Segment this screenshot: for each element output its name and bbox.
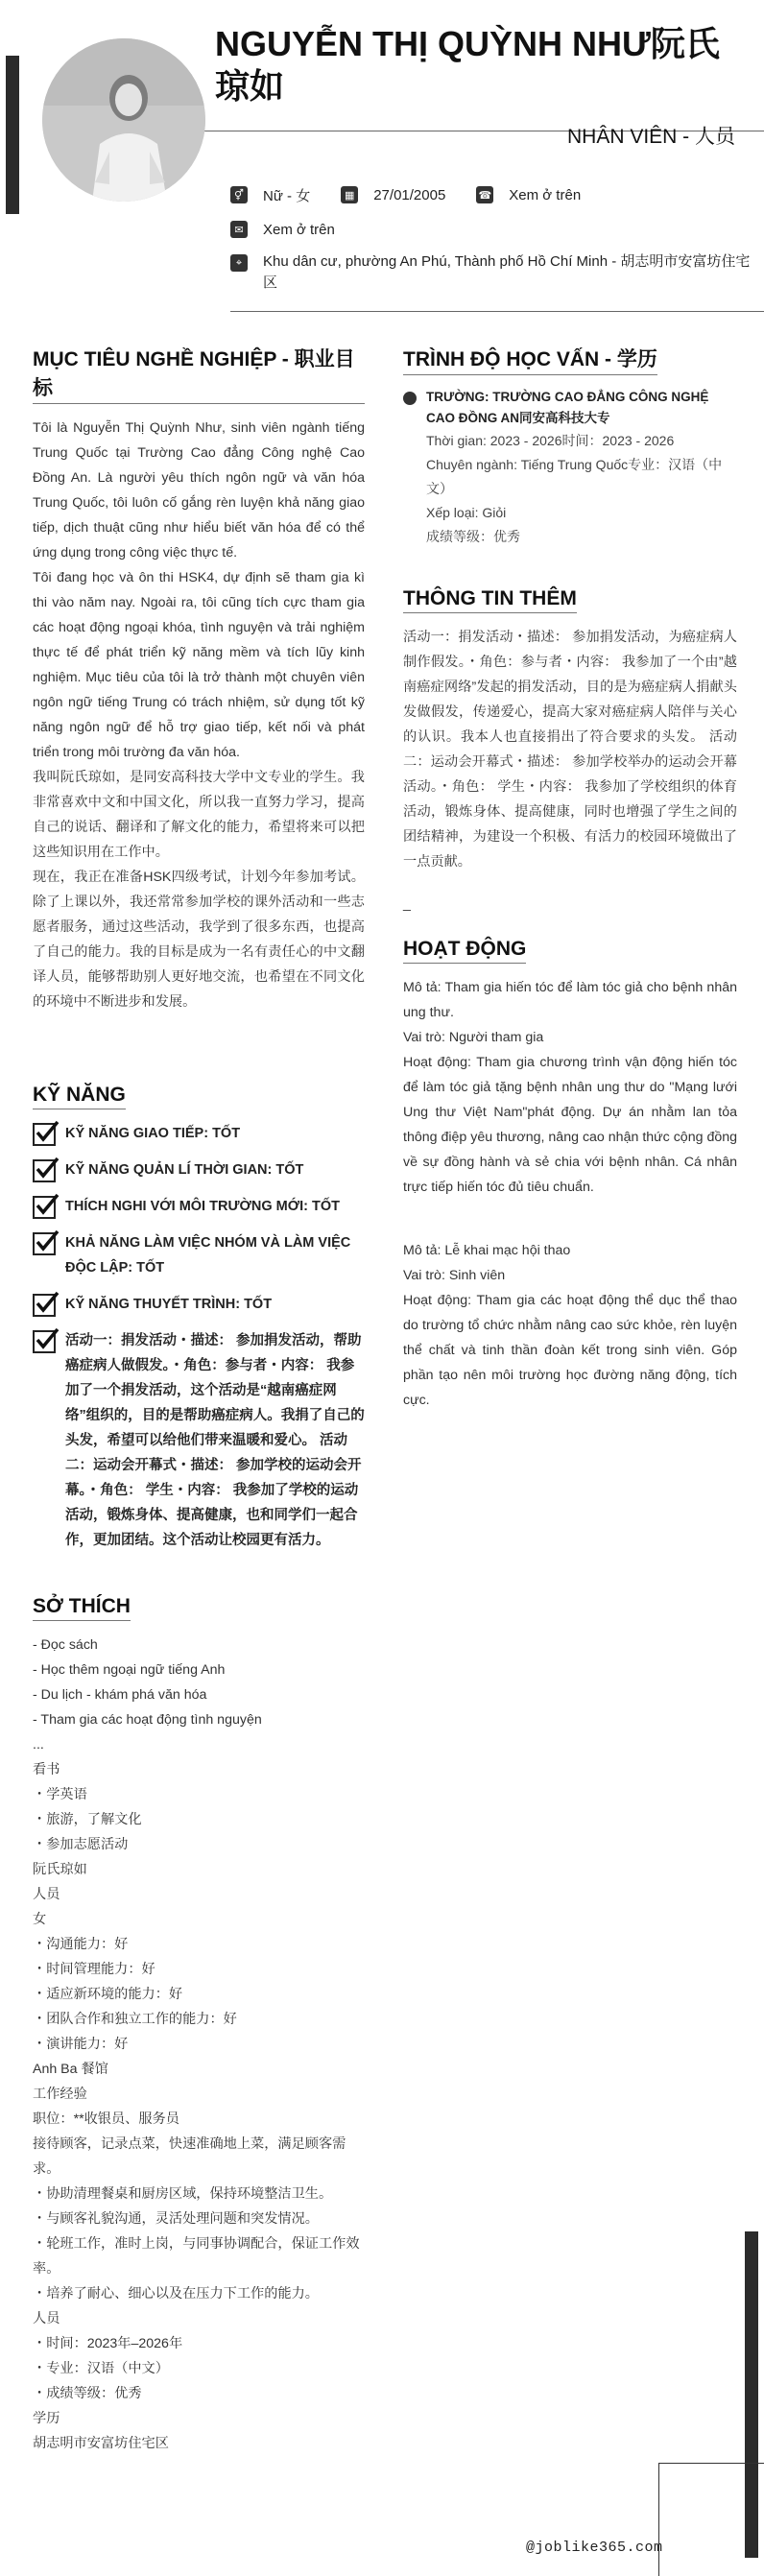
address-text: Khu dân cư, phường An Phú, Thành phố Hồ Chí Minh - 胡志明市安富坊住宅区 xyxy=(263,253,751,291)
hobby-line: - Tham gia các hoạt động tình nguyện xyxy=(33,1712,262,1728)
hobby-line: 女 xyxy=(33,1912,47,1927)
hobby-line: - Đọc sách xyxy=(33,1637,98,1653)
email-text: Xem ở trên xyxy=(263,221,335,238)
hobby-line: ・时间管理能力：好 xyxy=(33,1962,155,1977)
hobby-line: ・团队合作和独立工作的能力：好 xyxy=(33,2012,237,2027)
activity-desc: Mô tả: Lễ khai mạc hội thao xyxy=(403,1243,571,1258)
checkbox-icon xyxy=(33,1294,56,1317)
gender-item xyxy=(230,185,310,205)
checkbox-icon xyxy=(33,1123,56,1146)
email-item xyxy=(230,221,335,238)
hobby-line: 阮氏琼如 xyxy=(33,1862,87,1877)
skill-text: KỸ NĂNG GIAO TIẾP: TỐT xyxy=(65,1126,241,1141)
objective-paragraph: 现在，我正在准备HSK四级考试，计划今年参加考试。除了上课以外，我还常常参加学校的课外活动和一些志愿者服务，通过这些活动，我学到了很多东西，也提高了自己的能力。我的目标是成为一名有责任心的中文翻译人员，能够帮助别人更好地交流，也希望在不同文化的环境中不断进步和发展。 xyxy=(33,870,365,1010)
avatar xyxy=(42,38,205,202)
location-icon: ⌖ xyxy=(230,254,248,272)
left-decor-bar xyxy=(6,56,19,214)
education-title: TRÌNH ĐỘ HỌC VẤN - 学历 xyxy=(403,344,657,375)
hobby-line: ・适应新环境的能力：好 xyxy=(33,1987,183,2002)
education-grade: 成绩等级：优秀 xyxy=(426,529,520,544)
hobby-line: ・轮班工作，准时上岗，与同事协调配合，保证工作效率。 xyxy=(33,2236,360,2277)
hobby-line: ... xyxy=(33,1737,44,1753)
hobbies-list xyxy=(33,1633,365,2456)
hobby-line: ・培养了耐心、细心以及在压力下工作的能力。 xyxy=(33,2286,319,2302)
extra-dash: _ xyxy=(403,896,411,912)
hobbies-title: SỞ THÍCH xyxy=(33,1595,131,1621)
hobby-line: ・专业：汉语（中文） xyxy=(33,2361,169,2376)
skill-item xyxy=(33,1292,365,1317)
hobby-line: 胡志明市安富坊住宅区 xyxy=(33,2436,169,2451)
gender-text: Nữ - 女 xyxy=(263,187,311,204)
phone-item xyxy=(476,186,581,203)
activity-role: Vai trò: Người tham gia xyxy=(403,1030,544,1045)
skill-item xyxy=(33,1194,365,1219)
left-column xyxy=(33,344,365,2456)
skill-text: THÍCH NGHI VỚI MÔI TRƯỜNG MỚI: TỐT xyxy=(65,1199,340,1214)
contact-row-1 xyxy=(230,182,764,207)
education-rank: Xếp loại: Giỏi xyxy=(426,505,507,520)
skills-section xyxy=(33,1084,365,1553)
profile-role: NHÂN VIÊN - 人员 xyxy=(566,126,735,148)
checkbox-icon xyxy=(33,1232,56,1255)
bullet-icon xyxy=(403,392,417,405)
objective-paragraph: Tôi đang học và ôn thi HSK4, dự định sẽ tham gia kì thi vào năm nay. Ngoài ra, tôi cũng tích cực tham gia các hoạt động ngoại khóa, tình nguyện và trải nghiệm thực tế để phát triển kỹ năng mềm và tích lũy kinh nghiệm. Mục tiêu của tôi là trở thành một chuyên viên ngôn ngữ tiếng Trung có trách nhiệm, sử dụng tốt kỹ năng ngôn ngữ để hỗ trợ giao tiếp, kết nối và phát triển trong môi trường đa văn hóa. xyxy=(33,570,365,760)
hobby-line: 看书 xyxy=(33,1762,60,1777)
skill-item xyxy=(33,1230,365,1280)
activity-role: Vai trò: Sinh viên xyxy=(403,1268,506,1283)
contact-rule xyxy=(230,311,764,312)
hobby-line: ・演讲能力：好 xyxy=(33,2037,129,2052)
hobby-line: 学历 xyxy=(33,2411,60,2426)
skills-title: KỸ NĂNG xyxy=(33,1084,126,1109)
hobby-line: ・参加志愿活动 xyxy=(33,1837,129,1852)
email-icon: ✉ xyxy=(230,221,248,238)
activities-section xyxy=(403,938,737,1413)
right-column xyxy=(403,344,737,1413)
skill-text: KỸ NĂNG THUYẾT TRÌNH: TỐT xyxy=(65,1297,273,1312)
gender-icon: ⚥ xyxy=(230,186,248,203)
hobby-line: ・成绩等级：优秀 xyxy=(33,2386,142,2401)
hobby-line: 接待顾客，记录点菜，快速准确地上菜，满足顾客需求。 xyxy=(33,2136,346,2177)
checkbox-icon xyxy=(33,1196,56,1219)
skill-text: 活动一：捐发活动・描述： 参加捐发活动，帮助癌症病人做假发。・角色：参与者・内容： 我参加了一个捐发活动，这个活动是“越南癌症网络”组织的，目的是帮助癌症病人。我捐了自己的头发，希望可以给他们带来温暖和爱心。 活动二：运动会开幕式・描述： 参加学校的运动会开幕。・角色： 学生・内容： 我参加了学校的运动活动，锻炼身体、提高健康，也和同学们一起合作，更加团结。这个活动让校园更有活力。 xyxy=(65,1333,365,1548)
objective-paragraph: Tôi là Nguyễn Thị Quỳnh Như, sinh viên ngành tiếng Trung Quốc tại Trường Cao đẳng Công nghệ Cao Đồng An. Là người yêu thích ngôn ngữ và văn hóa Trung Quốc, tôi luôn cố gắng rèn luyện khả năng giao tiếp, dịch thuật cũng như hiểu biết văn hóa để có thể ứng dụng trong công việc thực tế. xyxy=(33,420,365,561)
contact-row-2 xyxy=(230,217,764,242)
hobby-line: ・学英语 xyxy=(33,1787,87,1802)
education-section xyxy=(403,344,737,549)
hobby-line: ・协助清理餐桌和厨房区域，保持环境整洁卫生。 xyxy=(33,2186,333,2202)
activity-item xyxy=(403,975,737,1200)
profile-name: NGUYỄN THỊ QUỲNH NHƯ阮氏琼如 xyxy=(215,24,720,106)
hobby-line: ・与顾客礼貌沟通，灵活处理问题和突发情况。 xyxy=(33,2211,319,2227)
skill-item xyxy=(33,1157,365,1182)
activity-desc: Mô tả: Tham gia hiến tóc để làm tóc giả cho bệnh nhân ung thư. xyxy=(403,980,737,1020)
education-item xyxy=(403,387,737,549)
skill-text: KỸ NĂNG QUẢN LÍ THỜI GIAN: TỐT xyxy=(65,1162,304,1178)
extra-section xyxy=(403,587,737,917)
education-time: Thời gian: 2023 - 2026时间：2023 - 2026 xyxy=(426,433,675,448)
hobby-line: ・沟通能力：好 xyxy=(33,1937,129,1952)
calendar-icon: ▦ xyxy=(341,186,358,203)
contact-block xyxy=(230,182,764,294)
activities-title: HOẠT ĐỘNG xyxy=(403,938,526,964)
activity-detail: Hoạt động: Tham gia chương trình vận động hiến tóc để làm tóc giả tặng bệnh nhân ung thư do "Mạng lưới Ung thư Việt Nam"phát động. Dự án nhằm lan tỏa thông điệp yêu thương, nâng cao nhận thức cộng đồng về sự đồng hành và sẻ chia với bệnh nhân. Cá nhân trực tiếp hiến tóc đủ tiêu chuẩn. xyxy=(403,1055,737,1195)
birthdate-item xyxy=(341,186,445,203)
hobby-line: ・时间：2023年–2026年 xyxy=(33,2336,183,2351)
activity-detail: Hoạt động: Tham gia các hoạt động thể dục thể thao do trường tổ chức nhằm nâng cao sức khỏe, rèn luyện thể chất và tinh thần đoàn kết trong sinh viên. Góp phần tạo nên môi trường học đường năng động, tích cực. xyxy=(403,1293,737,1408)
hobby-line: 工作经验 xyxy=(33,2087,87,2102)
address-item xyxy=(230,251,764,294)
hobby-line: 职位：**收银员、服务员 xyxy=(33,2111,179,2127)
hobby-line: 人员 xyxy=(33,2311,60,2326)
checkbox-icon xyxy=(33,1159,56,1182)
objective-title: MỤC TIÊU NGHỀ NGHIỆP - 职业目标 xyxy=(33,344,365,404)
extra-text: 活动一：捐发活动・描述： 参加捐发活动，为癌症病人制作假发。・角色：参与者・内容： 我参加了一个由”越南癌症网络”发起的捐发活动，目的是为癌症病人捐献头发做假发，传递爱心，提高大家对癌症病人陪伴与关心的认识。我本人也直接捐出了符合要求的头发。 活动二：运动会开幕式・描述： 参加学校举办的运动会开幕活动。・角色： 学生・内容： 我参加了学校组织的体育活动，锻炼身体、提高健康，同时也增强了学生之间的团结精神，为建设一个积极、有活力的校园环境做出了一点贡献。 xyxy=(403,630,737,870)
phone-icon: ☎ xyxy=(476,186,493,203)
objective-paragraph: 我叫阮氏琼如，是同安高科技大学中文专业的学生。我非常喜欢中文和中国文化，所以我一直努力学习，提高自己的说话、翻译和了解文化的能力，希望将来可以把这些知识用在工作中。 xyxy=(33,770,365,860)
extra-title: THÔNG TIN THÊM xyxy=(403,587,577,613)
education-major: Chuyên ngành: Tiếng Trung Quốc专业：汉语（中文） xyxy=(426,457,723,496)
hobby-line: 人员 xyxy=(33,1887,60,1902)
footer-watermark: @joblike365.com xyxy=(526,2540,663,2556)
objective-section xyxy=(33,344,365,1014)
hobby-line: - Du lịch - khám phá văn hóa xyxy=(33,1687,207,1703)
skill-item xyxy=(33,1328,365,1553)
birthdate-text: 27/01/2005 xyxy=(373,186,446,203)
skill-item xyxy=(33,1121,365,1146)
skill-text: KHẢ NĂNG LÀM VIỆC NHÓM VÀ LÀM VIỆC ĐỘC LẬP: TỐT xyxy=(65,1235,351,1276)
corner-decor xyxy=(658,2463,764,2576)
hobbies-section xyxy=(33,1595,365,2456)
hobby-line: ・旅游，了解文化 xyxy=(33,1812,142,1827)
phone-text: Xem ở trên xyxy=(509,186,582,203)
hobby-line: Anh Ba 餐馆 xyxy=(33,2062,108,2077)
checkbox-icon xyxy=(33,1330,56,1353)
education-school: TRƯỜNG: TRƯỜNG CAO ĐẲNG CÔNG NGHỆ CAO ĐỒNG AN同安高科技大专 xyxy=(426,390,709,425)
hobby-line: - Học thêm ngoại ngữ tiếng Anh xyxy=(33,1662,226,1678)
activity-item xyxy=(403,1238,737,1413)
